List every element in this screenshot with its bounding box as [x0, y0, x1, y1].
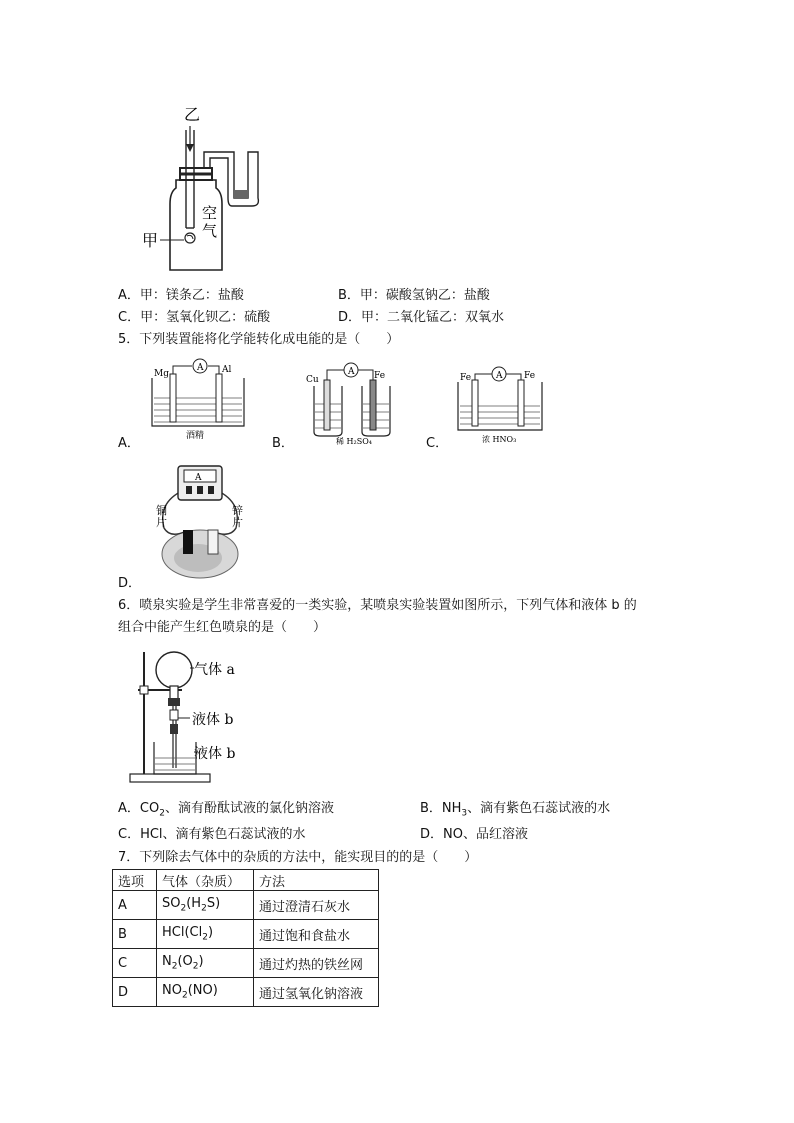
q4-option-c: C．甲：氢氧化钡乙：硫酸: [118, 310, 271, 325]
q6-stem-line1: 6．喷泉实验是学生非常喜爱的一类实验，某喷泉实验装置如图所示，下列气体和液体 b 的: [118, 598, 637, 613]
electrode-fe: Fe: [374, 371, 386, 381]
header-gas: 气体（杂质）: [157, 870, 254, 891]
label-liquid-b-beaker: 液体 b: [194, 746, 236, 762]
q7-stem: 7．下列除去气体中的杂质的方法中，能实现目的的是（ ）: [118, 850, 478, 865]
row-option: D: [113, 978, 157, 1007]
plate-zn-char2: 片: [232, 516, 243, 529]
q5-figure-d: [150, 462, 250, 588]
plate-zn-char1: 锌: [232, 504, 243, 517]
table-row: [113, 949, 379, 978]
electrode-al: Al: [222, 365, 232, 375]
q6-option-b: B．$NH_3$、滴有紫色石蕊试液的水: [420, 801, 611, 819]
row-gas: $HCl(Cl_2)$: [157, 920, 254, 949]
row-gas: $N_2(O_2)$: [157, 949, 254, 978]
electrode-fe-left: Fe: [460, 373, 472, 383]
q4-option-b: B．甲：碳酸氢钠乙：盐酸: [338, 288, 490, 303]
header-option: 选项: [113, 870, 157, 891]
row-option: C: [113, 949, 157, 978]
row-method: 通过澄清石灰水: [254, 891, 379, 920]
q5-label-d: D．: [118, 576, 142, 591]
label-jia: 甲: [142, 231, 159, 250]
meter-b-label: A: [348, 367, 355, 377]
plate-cu-char1: 铜: [156, 504, 167, 517]
electrode-fe-right: Fe: [524, 371, 536, 381]
q6-option-a: A．$CO_2$、滴有酚酞试液的氯化钠溶液: [118, 801, 334, 819]
q4-apparatus-figure: [140, 100, 280, 278]
meter-c-label: A: [496, 371, 503, 381]
row-method: 通过饱和食盐水: [254, 920, 379, 949]
table-row: [113, 978, 379, 1007]
row-method: 通过灼热的铁丝网: [254, 949, 379, 978]
q4-option-a: A．甲：镁条乙：盐酸: [118, 288, 244, 303]
row-option: A: [113, 891, 157, 920]
electrode-mg: Mg: [154, 369, 169, 379]
row-method: 通过氢氧化钠溶液: [254, 978, 379, 1007]
liquid-label-b: 稀 H₂SO₄: [336, 437, 372, 446]
label-liquid-b-tube: 液体 b: [192, 712, 234, 728]
row-option: B: [113, 920, 157, 949]
meter-d-label: A: [195, 473, 202, 483]
meter-a-label: A: [197, 363, 204, 373]
q5-stem: 5．下列装置能将化学能转化成电能的是（ ）: [118, 332, 400, 347]
label-gas-a: 气体 a: [194, 662, 235, 678]
table-row: [113, 920, 379, 949]
q5-label-c: C．: [426, 436, 449, 451]
q6-option-c: C．HCl、滴有紫色石蕊试液的水: [118, 827, 306, 842]
label-yi: 乙: [184, 105, 201, 124]
header-method: 方法: [254, 870, 379, 891]
row-gas: $SO_2(H_2S)$: [157, 891, 254, 920]
liquid-label-c: 浓 HNO₃: [482, 435, 517, 444]
liquid-label-a: 酒精: [186, 431, 205, 441]
q6-fountain-figure: [128, 646, 258, 786]
q7-table: [112, 869, 379, 1007]
q6-option-d: D．NO、品红溶液: [420, 827, 528, 842]
q5-label-b: B．: [272, 436, 294, 451]
q5-label-a: A．: [118, 436, 140, 451]
q5-figure-c: [454, 366, 554, 448]
table-row: [113, 891, 379, 920]
electrode-cu: Cu: [306, 375, 319, 385]
label-air-1: 空: [202, 204, 218, 222]
table-header-row: [113, 870, 379, 891]
q5-figure-b: [300, 360, 410, 446]
plate-cu-char2: 片: [156, 516, 167, 529]
q5-figure-a: [146, 356, 254, 442]
row-gas: $NO_2(NO)$: [157, 978, 254, 1007]
label-air-2: 气: [202, 222, 218, 240]
q6-stem-line2: 组合中能产生红色喷泉的是（ ）: [118, 620, 327, 635]
q4-option-d: D．甲：二氧化锰乙：双氧水: [338, 310, 505, 325]
